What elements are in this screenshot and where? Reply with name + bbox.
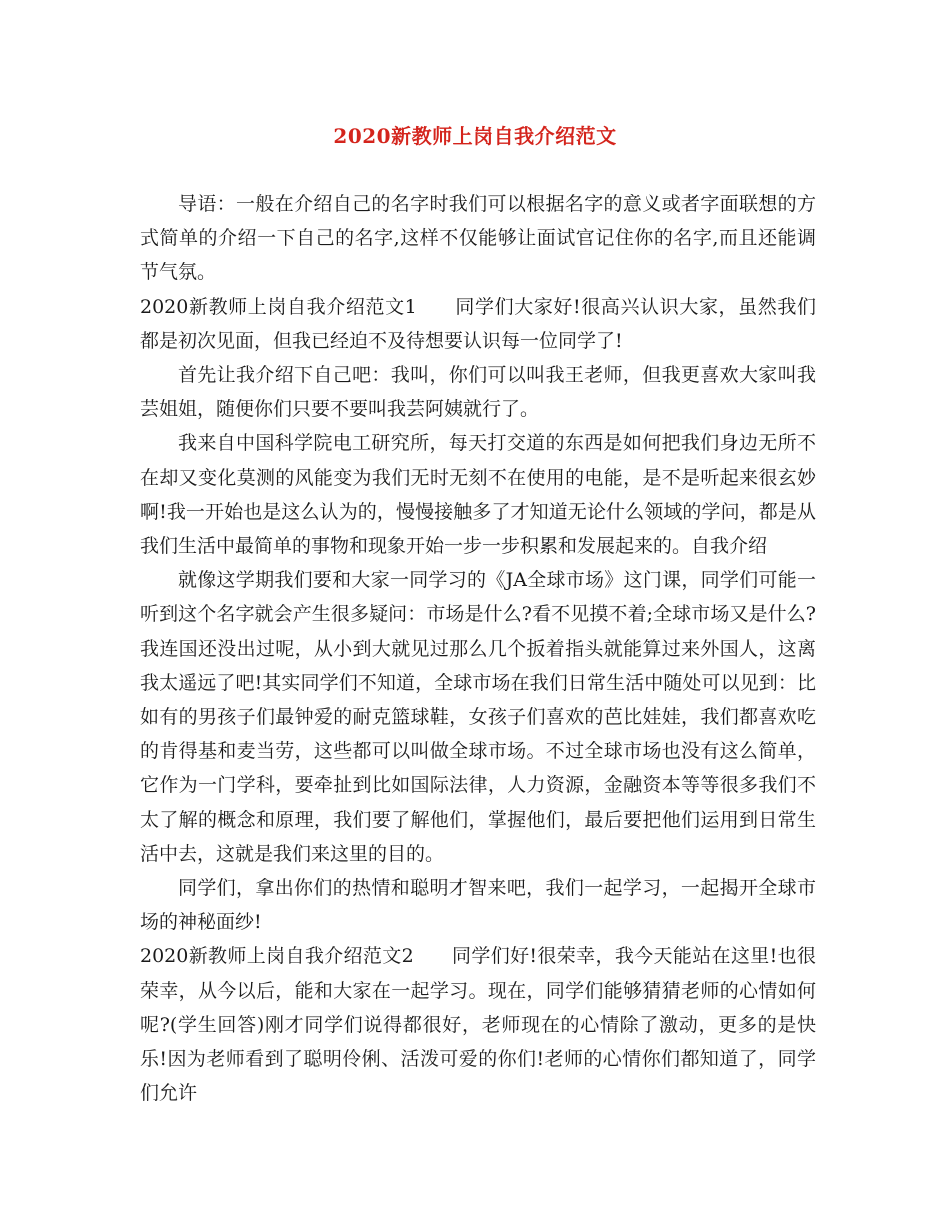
section-2-heading: 2020新教师上岗自我介绍范文2	[140, 945, 414, 968]
section-1-paragraph: 同学们，拿出你们的热情和聪明才智来吧，我们一起学习，一起揭开全球市场的神秘面纱!	[140, 877, 816, 934]
section-1-heading: 2020新教师上岗自我介绍范文1	[140, 295, 417, 318]
document-body	[140, 187, 816, 1110]
section-1-paragraph: 我来自中国科学院电工研究所，每天打交道的东西是如何把我们身边无所不在却又变化莫测的风能变为我们无时无刻不在使用的电能，是不是听起来很玄妙啊!我一开始也是这么认为的，慢慢接触多了才知道无论什么领域的学问，都是从我们生活中最简单的事物和现象开始一步一步积累和发展起来的。自我介绍	[140, 432, 816, 558]
section-2-first-text: 同学们好!很荣幸，我今天能站在这里!也很荣幸，从今以后，能和大家在一起学习。现在，同学们能够猜猜老师的心情如何呢?(学生回答)刚才同学们说得都很好，老师现在的心情除了激动，更多的是快乐!因为老师看到了聪明伶俐、活泼可爱的你们!老师的心情你们都知道了，同学们允许	[140, 945, 816, 1105]
section-1-first-text: 同学们大家好!很高兴认识大家，虽然我们都是初次见面，但我已经迫不及待想要认识每一位同学了!	[140, 295, 816, 352]
section-1-opening	[140, 290, 816, 358]
document-title: 2020新教师上岗自我介绍范文	[333, 124, 617, 148]
section-2-opening	[140, 939, 816, 1110]
intro-paragraph: 导语：一般在介绍自己的名字时我们可以根据名字的意义或者字面联想的方式简单的介绍一下自己的名字,这样不仅能够让面试官记住你的名字,而且还能调节气氛。	[140, 193, 816, 284]
section-1-paragraph: 首先让我介绍下自己吧：我叫，你们可以叫我王老师，但我更喜欢大家叫我芸姐姐，随便你们只要不要叫我芸阿姨就行了。	[140, 364, 816, 421]
section-1-paragraph: 就像这学期我们要和大家一同学习的《JA全球市场》这门课，同学们可能一听到这个名字就会产生很多疑问：市场是什么?看不见摸不着;全球市场又是什么?我连国还没出过呢，从小到大就见过那么几个扳着指头就能算过来外国人，这离我太遥远了吧!其实同学们不知道，全球市场在我们日常生活中随处可以见到：比如有的男孩子们最钟爱的耐克篮球鞋，女孩子们喜欢的芭比娃娃，我们都喜欢吃的肯得基和麦当劳，这些都可以叫做全球市场。不过全球市场也没有这么简单，它作为一门学科，要牵扯到比如国际法律，人力资源，金融资本等等很多我们不太了解的概念和原理，我们要了解他们，掌握他们，最后要把他们运用到日常生活中去，这就是我们来这里的目的。	[140, 569, 816, 865]
